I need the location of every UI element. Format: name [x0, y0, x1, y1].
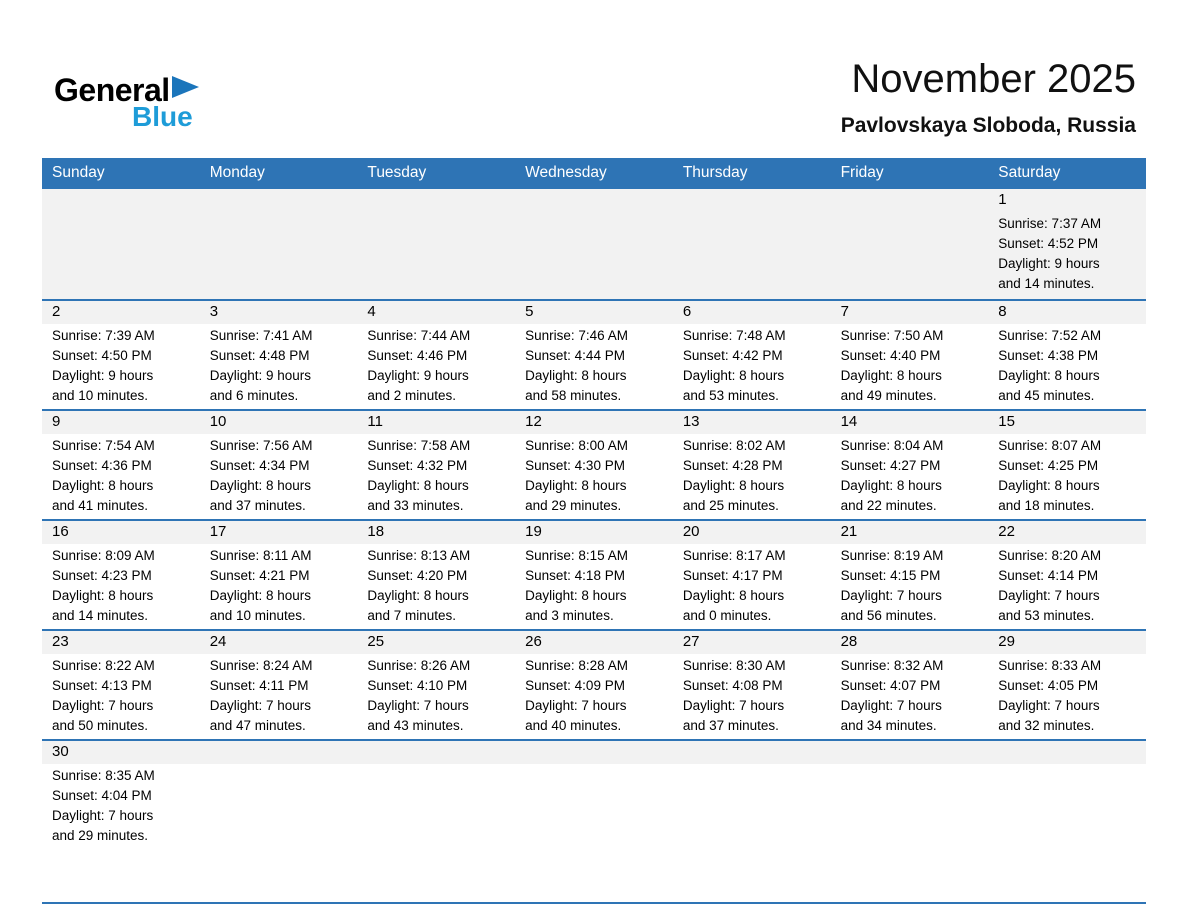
day-cell: [988, 189, 1146, 299]
day-detail-line: Daylight: 9 hours: [998, 255, 1100, 271]
day-detail-line: Daylight: 7 hours: [998, 697, 1100, 713]
day-number: 14: [831, 411, 989, 434]
day-detail-line: Daylight: 8 hours: [52, 587, 154, 603]
day-detail-line: Sunrise: 8:26 AM: [367, 658, 471, 673]
day-details: [515, 544, 673, 625]
day-detail-line: Sunset: 4:13 PM: [52, 677, 152, 693]
day-details: [831, 654, 989, 735]
day-cell: [42, 521, 200, 629]
day-cell: [988, 631, 1146, 739]
day-detail-line: Sunset: 4:07 PM: [840, 677, 941, 693]
day-detail-line: and 32 minutes.: [998, 717, 1095, 733]
day-cell: [357, 631, 515, 739]
day-detail-line: Daylight: 7 hours: [840, 697, 942, 713]
day-detail-line: Sunset: 4:40 PM: [840, 347, 941, 363]
day-detail-line: and 37 minutes.: [209, 497, 306, 513]
day-details: [988, 434, 1146, 515]
day-detail-line: Daylight: 7 hours: [52, 697, 154, 713]
day-detail-line: Sunset: 4:34 PM: [209, 457, 310, 473]
day-cell: [831, 631, 989, 739]
day-detail-line: Sunset: 4:28 PM: [682, 457, 783, 473]
day-detail-line: Sunset: 4:11 PM: [209, 677, 309, 693]
day-details: [673, 544, 831, 625]
day-detail-line: Daylight: 8 hours: [525, 477, 627, 493]
day-detail-line: and 6 minutes.: [209, 387, 299, 403]
empty-number-band: [200, 741, 358, 764]
day-number: 1: [998, 191, 1007, 208]
day-detail-line: Daylight: 8 hours: [52, 477, 154, 493]
day-detail-line: Daylight: 8 hours: [682, 477, 785, 493]
empty-cell: [357, 741, 515, 902]
day-detail-line: Daylight: 9 hours: [367, 367, 469, 383]
day-detail-line: Daylight: 8 hours: [682, 367, 785, 383]
day-number: 19: [515, 521, 673, 544]
day-detail-line: Sunset: 4:27 PM: [840, 457, 941, 473]
day-detail-line: Sunset: 4:20 PM: [367, 567, 468, 583]
day-detail-line: Sunrise: 8:11 AM: [209, 548, 312, 563]
calendar-weeks: [42, 189, 1146, 902]
day-cell: [357, 301, 515, 409]
day-number: 3: [200, 301, 358, 324]
day-detail-line: Sunrise: 8:33 AM: [998, 658, 1102, 673]
day-details: [200, 654, 358, 735]
day-detail-line: Sunrise: 8:04 AM: [840, 438, 944, 453]
day-detail-line: Sunset: 4:04 PM: [52, 787, 152, 803]
day-cell: [200, 411, 358, 519]
day-detail-line: and 40 minutes.: [525, 717, 622, 733]
day-details: [42, 764, 200, 845]
weekday-header-row: [42, 158, 1146, 189]
day-cell: [42, 411, 200, 519]
empty-cell: [515, 189, 673, 299]
day-detail-line: and 50 minutes.: [52, 717, 149, 733]
weekday-header: Thursday: [682, 164, 748, 181]
day-detail-line: and 45 minutes.: [998, 387, 1095, 403]
day-number: 28: [831, 631, 989, 654]
day-number: 2: [42, 301, 200, 324]
day-detail-line: Sunrise: 7:41 AM: [209, 328, 313, 343]
day-detail-line: and 49 minutes.: [840, 387, 937, 403]
day-detail-line: Sunset: 4:32 PM: [367, 457, 468, 473]
day-detail-line: Sunset: 4:08 PM: [682, 677, 783, 693]
day-detail-line: and 25 minutes.: [682, 497, 779, 513]
day-detail-line: Sunrise: 8:07 AM: [998, 438, 1102, 453]
day-details: [988, 654, 1146, 735]
day-detail-line: Daylight: 8 hours: [209, 587, 312, 603]
day-detail-line: Sunrise: 7:48 AM: [682, 328, 786, 343]
day-number: 8: [988, 301, 1146, 324]
day-number: 26: [515, 631, 673, 654]
empty-cell: [988, 741, 1146, 902]
day-details: [515, 434, 673, 515]
day-detail-line: Sunrise: 8:30 AM: [682, 658, 786, 673]
day-number: 18: [357, 521, 515, 544]
day-detail-line: Sunrise: 8:28 AM: [525, 658, 628, 673]
day-cell: [357, 521, 515, 629]
day-cell: [200, 631, 358, 739]
day-detail-line: Sunset: 4:25 PM: [998, 457, 1099, 473]
day-detail-line: Daylight: 8 hours: [840, 367, 942, 383]
day-cell: [673, 631, 831, 739]
day-detail-line: Sunrise: 8:32 AM: [840, 658, 944, 673]
empty-cell: [42, 189, 200, 299]
day-cell: [673, 301, 831, 409]
title-block: [841, 56, 1136, 138]
weekday-header: Saturday: [998, 164, 1061, 181]
day-number: 29: [988, 631, 1146, 654]
day-details: [42, 654, 200, 735]
day-detail-line: Sunset: 4:52 PM: [998, 235, 1099, 251]
page-header: [0, 0, 1188, 158]
day-detail-line: Sunrise: 7:58 AM: [367, 438, 471, 453]
week-row: [42, 629, 1146, 739]
day-detail-line: and 0 minutes.: [682, 607, 772, 623]
empty-number-band: [42, 189, 200, 212]
day-detail-line: Daylight: 7 hours: [998, 587, 1100, 603]
weekday-header: Friday: [840, 164, 884, 181]
day-number: 17: [200, 521, 358, 544]
logo-text-general: General: [54, 72, 170, 108]
day-details: [42, 544, 200, 625]
day-cell: [988, 301, 1146, 409]
day-detail-line: and 58 minutes.: [525, 387, 622, 403]
week-row: [42, 409, 1146, 519]
day-detail-line: Daylight: 8 hours: [525, 587, 627, 603]
empty-cell: [831, 189, 989, 299]
day-cell: [515, 301, 673, 409]
day-details: [988, 324, 1146, 405]
logo-text-blue: Blue: [132, 101, 193, 132]
general-blue-logo: [54, 74, 199, 131]
logo-flag-icon: [172, 75, 199, 99]
day-detail-line: Sunrise: 8:20 AM: [998, 548, 1102, 563]
empty-number-band: [357, 741, 515, 764]
day-cell: [515, 411, 673, 519]
day-number: 16: [42, 521, 200, 544]
weekday-header: Wednesday: [525, 164, 607, 181]
day-cell: [988, 411, 1146, 519]
day-detail-line: Sunset: 4:50 PM: [52, 347, 152, 363]
day-details: [515, 324, 673, 405]
week-row: [42, 189, 1146, 299]
day-number: 23: [42, 631, 200, 654]
day-number: 24: [200, 631, 358, 654]
day-details: [42, 434, 200, 515]
day-cell: [673, 521, 831, 629]
day-detail-line: Sunrise: 8:24 AM: [209, 658, 313, 673]
day-detail-line: Daylight: 7 hours: [52, 807, 154, 823]
empty-number-band: [831, 189, 989, 212]
day-detail-line: and 29 minutes.: [52, 827, 149, 843]
empty-cell: [357, 189, 515, 299]
day-number: 25: [357, 631, 515, 654]
day-detail-line: Sunset: 4:10 PM: [367, 677, 468, 693]
day-detail-line: Daylight: 7 hours: [840, 587, 942, 603]
day-detail-line: Daylight: 8 hours: [367, 477, 469, 493]
day-detail-line: Sunrise: 7:44 AM: [367, 328, 471, 343]
day-detail-line: Daylight: 8 hours: [367, 587, 469, 603]
day-detail-line: Sunset: 4:48 PM: [209, 347, 310, 363]
empty-cell: [200, 741, 358, 902]
empty-cell: [673, 189, 831, 299]
day-detail-line: Daylight: 7 hours: [525, 697, 627, 713]
day-detail-line: Sunset: 4:21 PM: [209, 567, 310, 583]
day-detail-line: and 14 minutes.: [998, 275, 1095, 291]
day-detail-line: and 53 minutes.: [682, 387, 779, 403]
empty-number-band: [515, 741, 673, 764]
day-detail-line: and 47 minutes.: [209, 717, 306, 733]
day-details: [673, 434, 831, 515]
day-details: [357, 434, 515, 515]
day-detail-line: Sunrise: 8:00 AM: [525, 438, 628, 453]
day-details: [200, 434, 358, 515]
day-detail-line: and 18 minutes.: [998, 497, 1095, 513]
week-row: [42, 739, 1146, 902]
day-details: [357, 324, 515, 405]
day-detail-line: and 41 minutes.: [52, 497, 149, 513]
weekday-header: Sunday: [52, 164, 105, 181]
day-number: 6: [673, 301, 831, 324]
day-detail-line: Daylight: 7 hours: [682, 697, 785, 713]
day-detail-line: Sunrise: 8:13 AM: [367, 548, 471, 563]
day-number: 5: [515, 301, 673, 324]
day-detail-line: Sunrise: 7:54 AM: [52, 438, 155, 453]
day-cell: [42, 631, 200, 739]
day-detail-line: Daylight: 7 hours: [209, 697, 312, 713]
day-detail-line: Daylight: 9 hours: [52, 367, 154, 383]
day-number: 9: [42, 411, 200, 434]
day-detail-line: and 3 minutes.: [525, 607, 614, 623]
day-number: 27: [673, 631, 831, 654]
day-detail-line: Sunrise: 8:15 AM: [525, 548, 628, 563]
day-cell: [831, 521, 989, 629]
day-detail-line: Sunrise: 7:39 AM: [52, 328, 155, 343]
day-detail-line: Daylight: 8 hours: [840, 477, 942, 493]
day-detail-line: and 56 minutes.: [840, 607, 937, 623]
week-row: [42, 299, 1146, 409]
day-cell: [673, 411, 831, 519]
day-details: [831, 434, 989, 515]
day-detail-line: Sunrise: 7:50 AM: [840, 328, 944, 343]
day-detail-line: Sunset: 4:17 PM: [682, 567, 783, 583]
day-cell: [988, 521, 1146, 629]
day-detail-line: Sunset: 4:05 PM: [998, 677, 1099, 693]
day-detail-line: Sunrise: 8:02 AM: [682, 438, 786, 453]
empty-cell: [831, 741, 989, 902]
day-details: [515, 654, 673, 735]
week-row: [42, 519, 1146, 629]
day-detail-line: Sunrise: 8:09 AM: [52, 548, 155, 563]
day-details: [831, 324, 989, 405]
day-detail-line: Daylight: 8 hours: [998, 367, 1100, 383]
day-detail-line: Sunrise: 8:17 AM: [682, 548, 786, 563]
day-detail-line: Sunset: 4:38 PM: [998, 347, 1099, 363]
day-number: 30: [42, 741, 200, 764]
day-detail-line: Sunrise: 7:56 AM: [209, 438, 313, 453]
day-details: [357, 654, 515, 735]
day-details: [357, 544, 515, 625]
day-number: 4: [357, 301, 515, 324]
empty-number-band: [831, 741, 989, 764]
day-detail-line: Sunrise: 7:46 AM: [525, 328, 628, 343]
day-detail-line: Sunset: 4:09 PM: [525, 677, 625, 693]
day-cell: [42, 301, 200, 409]
day-detail-line: Sunrise: 7:37 AM: [998, 216, 1102, 231]
day-detail-line: Daylight: 9 hours: [209, 367, 312, 383]
day-details: [988, 212, 1146, 293]
day-details: [673, 324, 831, 405]
day-cell: [200, 301, 358, 409]
day-number: 7: [831, 301, 989, 324]
day-cell: [200, 521, 358, 629]
day-detail-line: Sunset: 4:18 PM: [525, 567, 625, 583]
day-detail-line: Sunset: 4:23 PM: [52, 567, 152, 583]
day-number: 20: [673, 521, 831, 544]
day-detail-line: and 7 minutes.: [367, 607, 456, 623]
day-detail-line: Sunrise: 8:19 AM: [840, 548, 944, 563]
day-number: 21: [831, 521, 989, 544]
day-detail-line: Sunset: 4:46 PM: [367, 347, 468, 363]
day-detail-line: Sunset: 4:14 PM: [998, 567, 1099, 583]
empty-number-band: [988, 741, 1146, 764]
day-details: [200, 544, 358, 625]
day-detail-line: Sunset: 4:36 PM: [52, 457, 152, 473]
day-detail-line: Daylight: 7 hours: [367, 697, 469, 713]
day-detail-line: and 14 minutes.: [52, 607, 149, 623]
day-detail-line: and 10 minutes.: [209, 607, 306, 623]
empty-number-band: [673, 741, 831, 764]
empty-number-band: [357, 189, 515, 212]
day-cell: [515, 521, 673, 629]
day-detail-line: Daylight: 8 hours: [525, 367, 627, 383]
calendar: [42, 158, 1146, 904]
day-detail-line: and 34 minutes.: [840, 717, 937, 733]
day-detail-line: and 43 minutes.: [367, 717, 464, 733]
day-number: 10: [200, 411, 358, 434]
day-number: 11: [357, 411, 515, 434]
day-number: 13: [673, 411, 831, 434]
day-detail-line: and 37 minutes.: [682, 717, 779, 733]
empty-number-band: [515, 189, 673, 212]
day-details: [42, 324, 200, 405]
empty-number-band: [200, 189, 358, 212]
day-detail-line: Sunrise: 8:35 AM: [52, 768, 155, 783]
day-detail-line: and 2 minutes.: [367, 387, 456, 403]
day-detail-line: Daylight: 8 hours: [682, 587, 785, 603]
day-detail-line: Sunset: 4:44 PM: [525, 347, 625, 363]
day-details: [673, 654, 831, 735]
day-detail-line: and 22 minutes.: [840, 497, 937, 513]
empty-cell: [673, 741, 831, 902]
day-detail-line: Sunset: 4:15 PM: [840, 567, 941, 583]
weekday-header: Monday: [209, 164, 265, 181]
day-detail-line: Daylight: 8 hours: [209, 477, 312, 493]
day-detail-line: Sunrise: 8:22 AM: [52, 658, 155, 673]
day-detail-line: Sunset: 4:30 PM: [525, 457, 625, 473]
day-number: 12: [515, 411, 673, 434]
day-cell: [357, 411, 515, 519]
day-detail-line: and 29 minutes.: [525, 497, 622, 513]
day-detail-line: and 53 minutes.: [998, 607, 1095, 623]
empty-cell: [515, 741, 673, 902]
day-detail-line: Daylight: 8 hours: [998, 477, 1100, 493]
day-detail-line: and 33 minutes.: [367, 497, 464, 513]
day-details: [831, 544, 989, 625]
day-detail-line: Sunrise: 7:52 AM: [998, 328, 1102, 343]
day-details: [988, 544, 1146, 625]
day-cell: [831, 301, 989, 409]
day-cell: [515, 631, 673, 739]
day-number: 15: [988, 411, 1146, 434]
day-details: [200, 324, 358, 405]
day-cell: [831, 411, 989, 519]
day-cell: [42, 741, 200, 902]
day-detail-line: and 10 minutes.: [52, 387, 149, 403]
day-number: 22: [988, 521, 1146, 544]
day-detail-line: Sunset: 4:42 PM: [682, 347, 783, 363]
empty-number-band: [673, 189, 831, 212]
calendar-month-title: November 2025: [851, 57, 1136, 101]
calendar-location: Pavlovskaya Sloboda, Russia: [840, 114, 1136, 137]
empty-cell: [200, 189, 358, 299]
weekday-header: Tuesday: [367, 164, 427, 181]
